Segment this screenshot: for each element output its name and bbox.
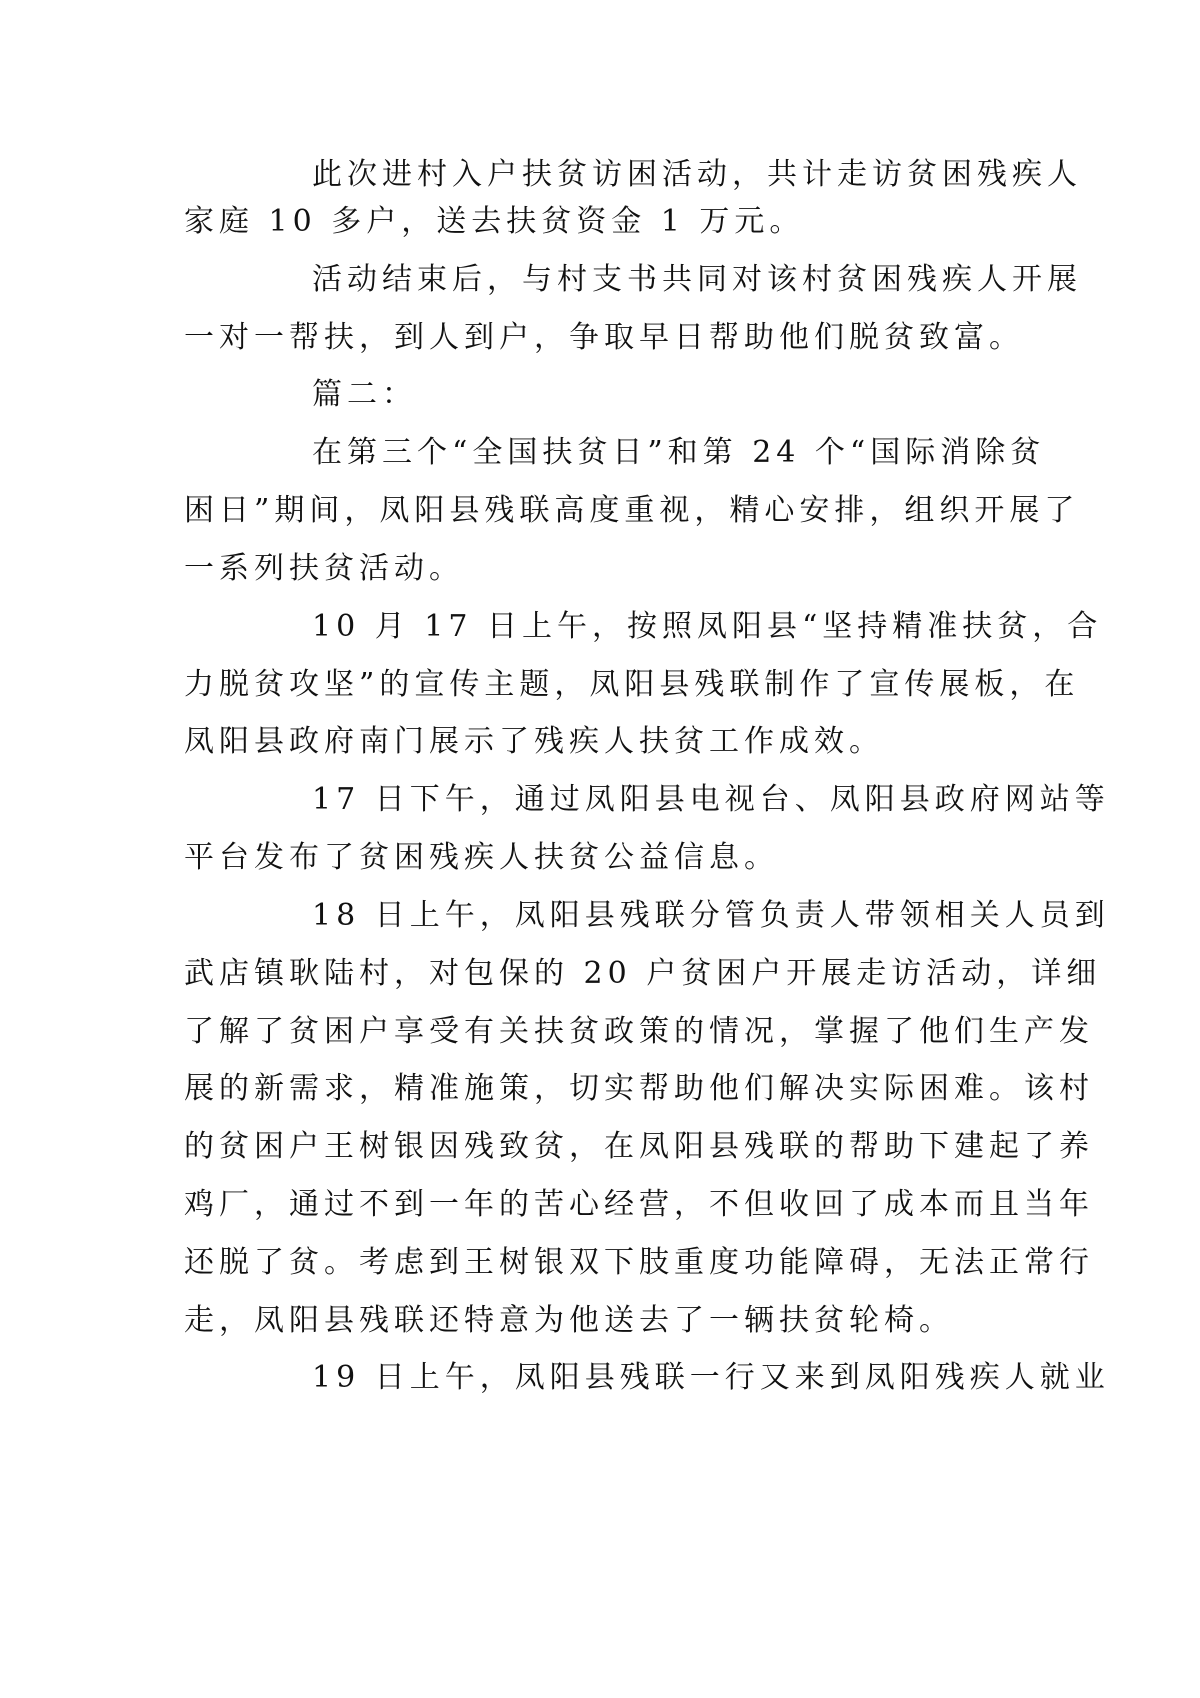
text-line: 展的新需求，精准施策，切实帮助他们解决实际困难。该村 <box>184 1071 1094 1106</box>
text-line: 一对一帮扶，到人到户，争取早日帮助他们脱贫致富。 <box>184 320 1024 355</box>
text-line: 困日”期间，凤阳县残联高度重视，精心安排，组织开展了 <box>184 493 1080 528</box>
section-heading: 篇二： <box>312 377 417 412</box>
text-line: 走，凤阳县残联还特意为他送去了一辆扶贫轮椅。 <box>184 1303 954 1338</box>
text-line: 10 月 17 日上午，按照凤阳县“坚持精准扶贫，合 <box>312 609 1103 644</box>
text-line: 此次进村入户扶贫访困活动，共计走访贫困残疾人 <box>312 157 1082 192</box>
text-line: 鸡厂，通过不到一年的苦心经营，不但收回了成本而且当年 <box>184 1187 1094 1222</box>
text-line: 家庭 10 多户，送去扶贫资金 1 万元。 <box>184 204 805 239</box>
text-line: 的贫困户王树银因残致贫，在凤阳县残联的帮助下建起了养 <box>184 1129 1094 1164</box>
text-line: 19 日上午，凤阳县残联一行又来到凤阳残疾人就业 <box>312 1360 1110 1395</box>
text-line: 了解了贫困户享受有关扶贫政策的情况，掌握了他们生产发 <box>184 1014 1094 1049</box>
text-line: 平台发布了贫困残疾人扶贫公益信息。 <box>184 840 779 875</box>
text-line: 18 日上午，凤阳县残联分管负责人带领相关人员到 <box>312 898 1110 933</box>
text-line: 一系列扶贫活动。 <box>184 551 464 586</box>
text-line: 还脱了贫。考虑到王树银双下肢重度功能障碍，无法正常行 <box>184 1245 1094 1280</box>
text-line: 活动结束后，与村支书共同对该村贫困残疾人开展 <box>312 262 1082 297</box>
text-line: 凤阳县政府南门展示了残疾人扶贫工作成效。 <box>184 724 884 759</box>
text-line: 武店镇耿陆村，对包保的 20 户贫困户开展走访活动，详细 <box>184 956 1102 991</box>
text-line: 力脱贫攻坚”的宣传主题，凤阳县残联制作了宣传展板，在 <box>184 667 1080 702</box>
text-line: 17 日下午，通过凤阳县电视台、凤阳县政府网站等 <box>312 782 1110 817</box>
text-line: 在第三个“全国扶贫日”和第 24 个“国际消除贫 <box>312 435 1046 470</box>
